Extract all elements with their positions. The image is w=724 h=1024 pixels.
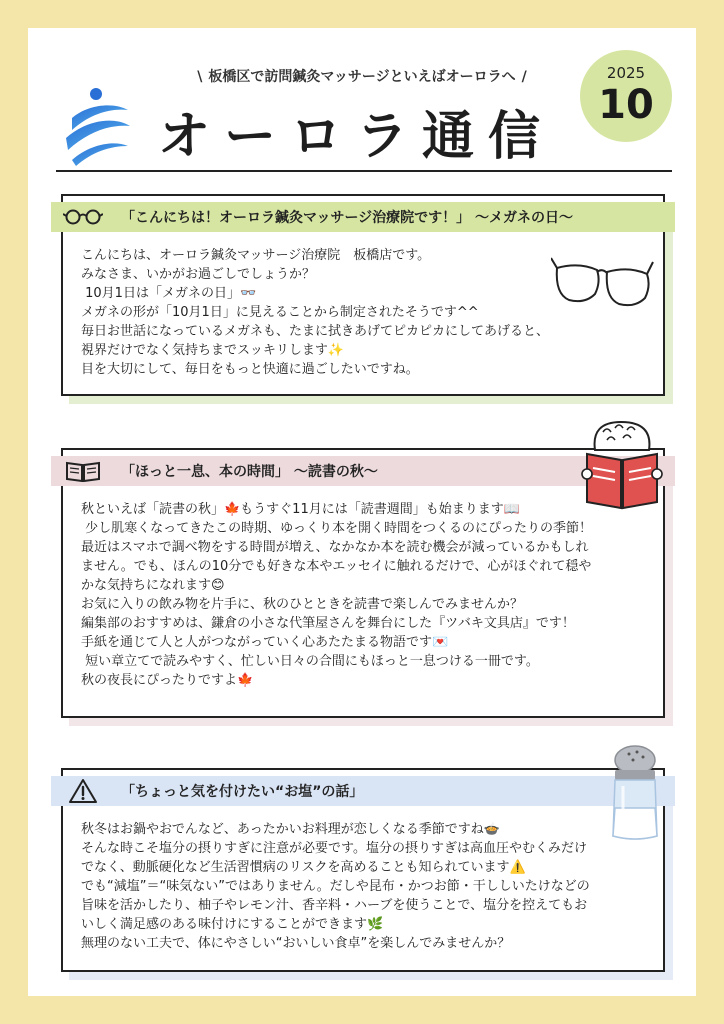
section-salt-talk bbox=[61, 768, 665, 972]
glasses-icon bbox=[63, 209, 103, 225]
warning-icon bbox=[63, 778, 103, 804]
body-line: ません。でも、ほんの10分でも好きな本やエッセイに触れるだけで、心がほぐれて穏や bbox=[81, 559, 592, 574]
body-line: 視界だけでなく気持ちまでスッキリします✨ bbox=[81, 343, 345, 358]
body-line: 編集部のおすすめは、鎌倉の小さな代筆屋さんを舞台にした『ツバキ文具店』です！ bbox=[81, 616, 575, 631]
body-line: みなさま、いかがお過ごしでしょうか？ bbox=[81, 267, 316, 282]
section-body bbox=[81, 820, 645, 953]
body-line: 少し肌寒くなってきたこの時期、ゆっくり本を開く時間をつくるのにぴったりの季節！ bbox=[81, 521, 593, 536]
body-line: 秋冬はお鍋やおでんなど、あったかいお料理が恋しくなる季節ですね🍲 bbox=[81, 822, 500, 837]
body-line: 短い章立てで読みやすく、忙しい日々の合間にもほっと一息つける一冊です。 bbox=[81, 654, 539, 669]
section-reading-autumn bbox=[61, 448, 665, 718]
aurora-logo-icon bbox=[58, 86, 136, 166]
body-line: でなく、動脈硬化など生活習慣病のリスクを高めることも知られています⚠️ bbox=[81, 860, 526, 875]
header-tagline: \ 板橋区で訪問鍼灸マッサージといえばオーロラへ / bbox=[197, 69, 527, 85]
body-line: メガネの形が「10月1日」に見えることから制定されたそうです^^ bbox=[81, 305, 479, 320]
issue-year: 2025 bbox=[606, 64, 646, 82]
newsletter-title: オーロラ通信 bbox=[158, 107, 555, 167]
reading-person-icon bbox=[581, 416, 663, 512]
body-line: いしく満足感のある味付けにすることができます🌿 bbox=[81, 917, 384, 932]
issue-month: 10 bbox=[598, 82, 654, 128]
body-line: でも“減塩”＝“味気ない”ではありません。だしや昆布・かつお節・干ししいたけなどの bbox=[81, 879, 590, 894]
section-title: 「こんにちは！オーロラ鍼灸マッサージ治療院です！」 〜メガネの日〜 bbox=[121, 210, 574, 226]
body-line: こんにちは、オーロラ鍼灸マッサージ治療院 板橋店です。 bbox=[81, 248, 431, 263]
body-line: 旨味を活かしたり、柚子やレモン汁、香辛料・ハーブを使うことで、塩分を控えてもお bbox=[81, 898, 588, 913]
section-body bbox=[81, 500, 645, 690]
body-line: 秋といえば「読書の秋」🍁もうすぐ11月には「読書週間」も始まります📖 bbox=[81, 502, 520, 517]
body-line: 最近はスマホで調べ物をする時間が増え、なかなか本を読む機会が減っているかもしれ bbox=[81, 540, 589, 555]
body-line: 10月1日は「メガネの日」👓 bbox=[81, 286, 257, 301]
body-line: 目を大切にして、毎日をもっと快適に過ごしたいですね。 bbox=[81, 362, 419, 377]
header-divider bbox=[56, 170, 672, 172]
body-line: 毎日お世話になっているメガネも、たまに拭きあげてピカピカにしてあげると、 bbox=[81, 324, 550, 339]
body-line: 無理のない工夫で、体にやさしい“おいしい食卓”を楽しんでみませんか？ bbox=[81, 936, 511, 951]
section-title-band bbox=[51, 776, 675, 806]
body-line: そんな時こそ塩分の摂りすぎに注意が必要です。塩分の摂りすぎは高血圧やむくみだけ bbox=[81, 841, 587, 856]
body-line: 手紙を通じて人と人がつながっていく心あたたまる物語です💌 bbox=[81, 635, 449, 650]
body-line: 秋の夜長にぴったりですよ🍁 bbox=[81, 673, 254, 688]
book-icon bbox=[63, 460, 103, 482]
section-glasses-day bbox=[61, 194, 665, 396]
section-title: 「ほっと一息、本の時間」 〜読書の秋〜 bbox=[121, 464, 378, 480]
body-line: お気に入りの飲み物を片手に、秋のひとときを読書で楽しんでみませんか？ bbox=[81, 597, 524, 612]
section-title: 「ちょっと気を付けたい“お塩”の話」 bbox=[121, 784, 364, 800]
newsletter-page bbox=[28, 28, 696, 996]
issue-date-badge bbox=[580, 50, 672, 142]
section-title-band bbox=[51, 202, 675, 232]
salt-shaker-icon bbox=[609, 742, 661, 844]
glasses-illustration-icon bbox=[551, 254, 655, 310]
body-line: かな気持ちになれます😊 bbox=[81, 578, 225, 593]
